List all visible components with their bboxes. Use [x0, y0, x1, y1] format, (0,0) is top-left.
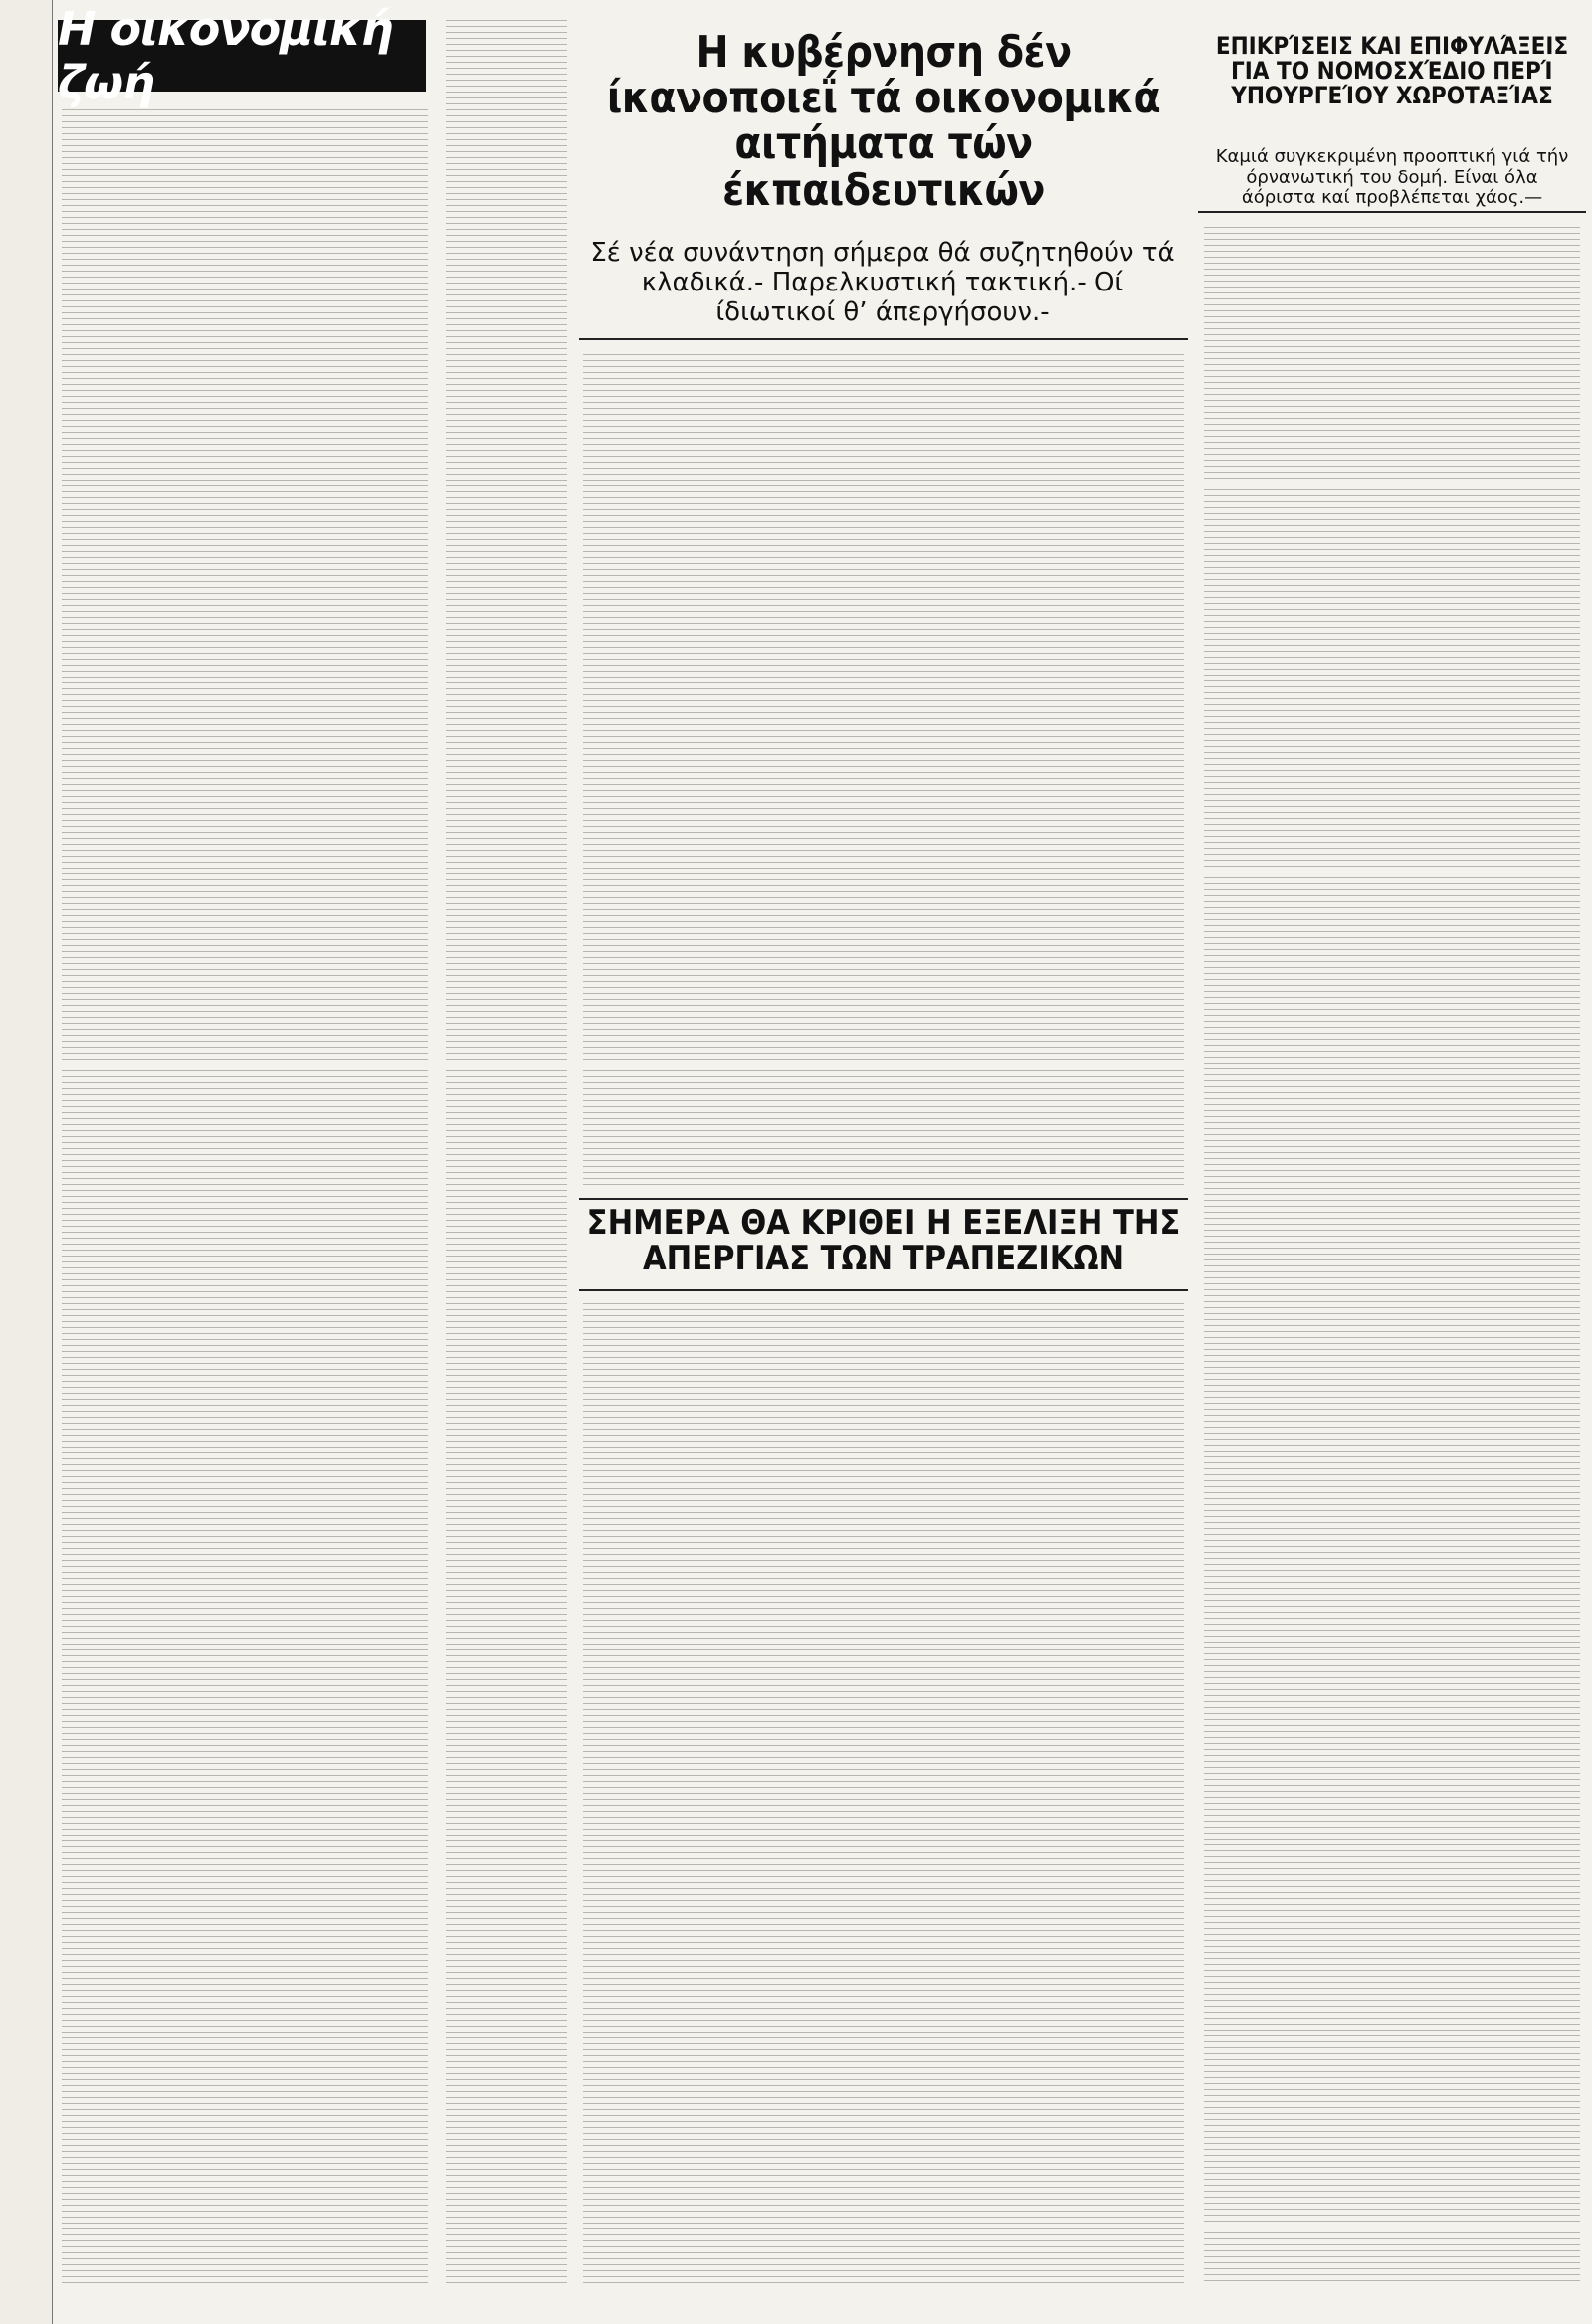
- column4-headline: ΕΠΙΚΡΊΣΕΙΣ ΚΑΙ ΕΠΙΦΥΛΆΞΕΙΣ ΓΙΑ ΤΟ ΝΟΜΟΣΧΈΔΙΟ ΠΕΡΊ ΥΠΟΥΡΓΕΊΟΥ ΧΩΡΟΤΑΞΊΑΣ: [1215, 32, 1569, 110]
- column4-story-text: [1204, 227, 1580, 2286]
- column4-rule: [1198, 211, 1586, 213]
- section-masthead: Η οικονομική ζωή: [58, 20, 426, 92]
- strike-headline: ΣΗΜΕΡΑ ΘΑ ΚΡΙΘΕΙ Η ΕΞΕΛΙΞΗ ΤΗΣ ΑΠΕΡΓΙΑΣ ΤΩΝ ΤΡΑΠΕΖΙΚΩΝ: [586, 1203, 1181, 1278]
- main-rule: [579, 338, 1188, 340]
- column4-subheadline: Καμιά συγκεκριμένη προοπτική γιά τήν όρνανωτική του δομή. Είναι όλα άόριστα καί προβλέπεται χάος.—: [1215, 146, 1569, 209]
- main-headline: Η κυβέρνηση δέν ίκανοποιεΐ τά οικονομικά αιτήματα τών έκπαιδευτικών: [606, 27, 1161, 216]
- strike-rule-bottom: [579, 1289, 1188, 1291]
- right-column: [1198, 0, 1586, 2324]
- strike-story-text: [583, 1303, 1184, 2288]
- main-subheadline: Σέ νέα συνάντηση σήμερα θά συζητηθούν τά κλαδικά.- Παρελκυστική τακτική.- Οί ίδιωτικοί θ’ άπεργήσουν.-: [590, 238, 1175, 327]
- strike-rule-top: [579, 1198, 1188, 1200]
- narrow-column-text: [446, 20, 567, 2288]
- economy-column: [56, 0, 434, 2324]
- narrow-column: [442, 0, 571, 2324]
- main-column: [579, 0, 1188, 2324]
- left-edge-column: [0, 0, 53, 2324]
- main-story-text: [583, 354, 1184, 1190]
- economy-column-text: [62, 109, 428, 2288]
